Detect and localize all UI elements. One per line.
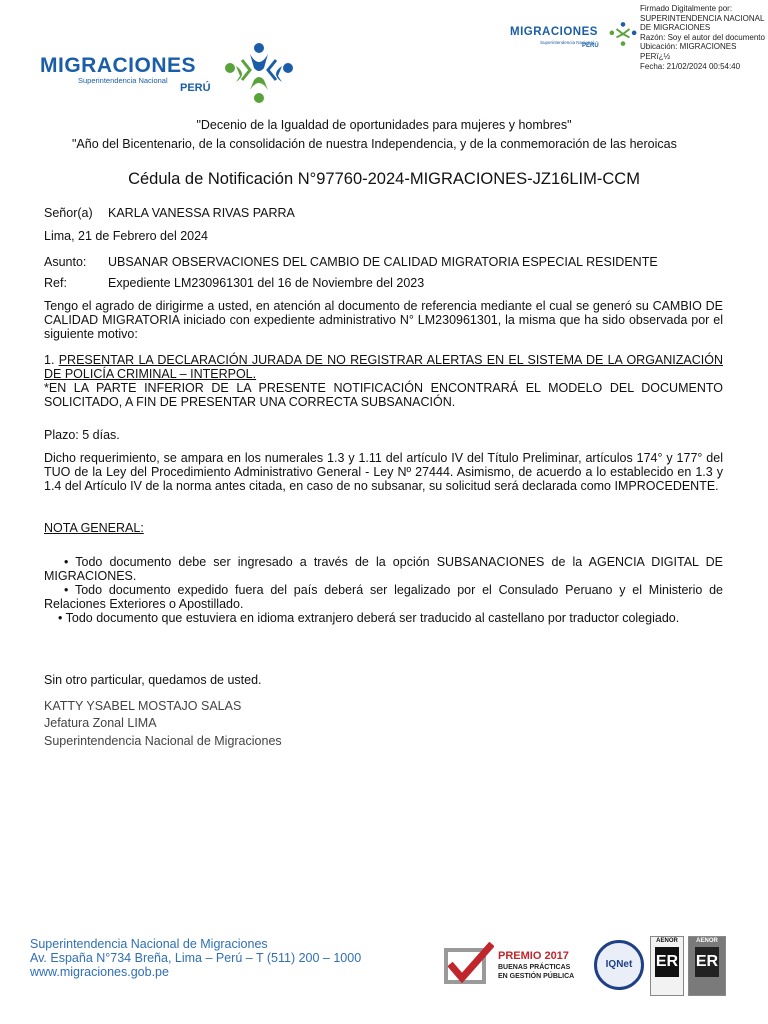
closing: Sin otro particular, quedamos de usted. <box>44 673 262 687</box>
signature-line: SUPERINTENDENCIA NACIONAL <box>640 13 765 23</box>
requirement-number: 1. <box>44 353 59 367</box>
requirement-item <box>44 353 723 381</box>
iqnet-seal <box>594 940 644 990</box>
deadline: Plazo: 5 días. <box>44 428 120 442</box>
aenor-env-label: AENOR <box>696 938 718 944</box>
bullet-text: Todo documento debe ser ingresado a través de la opción SUBSANACIONES de la AGENCIA DIGITAL DE MIGRACIONES. <box>44 555 723 583</box>
er-env-label: ER <box>695 953 719 970</box>
legal-paragraph: Dicho requerimiento, se ampara en los numerales 1.3 y 1.11 del artículo IV del Título Preliminar, artículos 174° y 177° del TUO de la Ley del Procedimiento Administrativo General - Ley Nº 27444. Asimismo, de acuerdo a lo establecido en 1.3 y 1.4 del Artículo IV de la norma antes citada, en caso de no subsanar, su solicitud será declarada como IMPROCEDENTE. <box>44 451 723 493</box>
award-line-2: EN GESTIÓN PÚBLICA <box>498 973 575 980</box>
iqnet-label: IQNet <box>605 959 633 970</box>
er-logo <box>655 947 679 977</box>
list-item: • Todo documento debe ser ingresado a través de la opción SUBSANACIONES de la AGENCIA DIGITAL DE MIGRACIONES. <box>44 555 723 583</box>
bullet-text: Todo documento expedido fuera del país deberá ser legalizado por el Consulado Peruano y el Ministerio de Relaciones Exteriores o Apostillado. <box>44 583 723 611</box>
bullet-list <box>44 555 723 625</box>
subject-text: UBSANAR OBSERVACIONES DEL CAMBIO DE CALIDAD MIGRATORIA ESPECIAL RESIDENTE <box>108 255 658 269</box>
general-note-title <box>44 521 144 535</box>
signature-logo-brand: MIGRACIONES <box>510 26 598 38</box>
intro-paragraph: Tengo el agrado de dirigirme a usted, en atención al documento de referencia mediante el cual se generó su CAMBIO DE CALIDAD MIGRATORIA iniciado con expediente administrativo N° LM230961301, la misma que ha sido observada por el siguiente motivo: <box>44 299 723 341</box>
motto-year: "Año del Bicentenario, de la consolidación de nuestra Independencia, y de la conmemoración de las heroicas <box>72 137 677 151</box>
ref-text: Expediente LM230961301 del 16 de Noviembre del 2023 <box>108 276 425 290</box>
award-badge <box>442 938 592 990</box>
aenor-env-badge <box>688 936 726 996</box>
er-env-logo <box>695 947 719 977</box>
ref-label: Ref: <box>44 276 67 290</box>
er-label: ER <box>655 953 679 970</box>
document-title: Cédula de Notificación N°97760-2024-MIGRACIONES-JZ16LIM-CCM <box>128 170 640 188</box>
aenor-label: AENOR <box>656 938 678 944</box>
migraciones-logo <box>40 40 300 106</box>
checkmark-award-icon <box>442 942 494 986</box>
document-date: Lima, 21 de Febrero del 2024 <box>44 229 208 243</box>
signature-logo <box>510 14 638 54</box>
award-line-1: BUENAS PRÁCTICAS <box>498 964 571 971</box>
recipient-label: Señor(a) <box>44 206 93 220</box>
digital-signature-text <box>640 4 765 71</box>
award-title: PREMIO 2017 <box>498 950 569 962</box>
signature-logo-subtitle: Superintendencia Nacional <box>540 40 594 45</box>
requirement-note: *EN LA PARTE INFERIOR DE LA PRESENTE NOTIFICACIÓN ENCONTRARÁ EL MODELO DEL DOCUMENTO SOLICITADO, A FIN DE PRESENTAR UNA CORRECTA SUBSANACIÓN. <box>44 381 723 409</box>
requirement-text: PRESENTAR LA DECLARACIÓN JURADA DE NO REGISTRAR ALERTAS EN EL SISTEMA DE LA ORGANIZACIÓN DE POLICÍA CRIMINAL – INTERPOL. <box>44 353 723 381</box>
signature-logo-country: PERÚ <box>582 43 599 49</box>
logo-subtitle: Superintendencia Nacional <box>78 76 168 85</box>
subject-label: Asunto: <box>44 255 87 269</box>
aenor-badge <box>650 936 684 996</box>
signature-line: Fecha: 21/02/2024 00:54:40 <box>640 61 741 71</box>
signature-people-star-icon <box>608 16 638 52</box>
logo-country: PERÚ <box>180 82 211 94</box>
motto-decade: "Decenio de la Igualdad de oportunidades para mujeres y hombres" <box>196 118 572 132</box>
bullet-text: Todo documento que estuviera en idioma extranjero deberá ser traducido al castellano por traductor colegiado. <box>65 611 680 625</box>
footer-org: Superintendencia Nacional de Migraciones <box>30 937 268 951</box>
migraciones-people-star-icon <box>220 40 298 106</box>
signature-line: Ubicación: MIGRACIONES <box>640 42 737 52</box>
signer-org: Superintendencia Nacional de Migraciones <box>44 734 282 748</box>
list-item: • Todo documento que estuviera en idioma extranjero deberá ser traducido al castellano por traductor colegiado. <box>58 611 680 625</box>
logo-brand: MIGRACIONES <box>40 54 197 77</box>
signature-line: Firmado Digitalmente por: <box>640 4 733 13</box>
recipient-name: KARLA VANESSA RIVAS PARRA <box>108 206 295 220</box>
footer-address: Av. España N°734 Breña, Lima – Perú – T (511) 200 – 1000 <box>30 951 362 965</box>
signer-office: Jefatura Zonal LIMA <box>44 716 157 730</box>
footer-website-link[interactable]: www.migraciones.gob.pe <box>30 965 169 979</box>
signature-line: DE MIGRACIONES <box>640 23 711 33</box>
list-item: • Todo documento expedido fuera del país deberá ser legalizado por el Consulado Peruano y el Ministerio de Relaciones Exteriores o Apostillado. <box>44 583 723 611</box>
signature-line: Razón: Soy el autor del documento <box>640 32 765 42</box>
signature-line: PERï¿½ <box>640 51 671 61</box>
signer-name: KATTY YSABEL MOSTAJO SALAS <box>44 699 242 713</box>
general-note-title-text: NOTA GENERAL: <box>44 521 144 535</box>
